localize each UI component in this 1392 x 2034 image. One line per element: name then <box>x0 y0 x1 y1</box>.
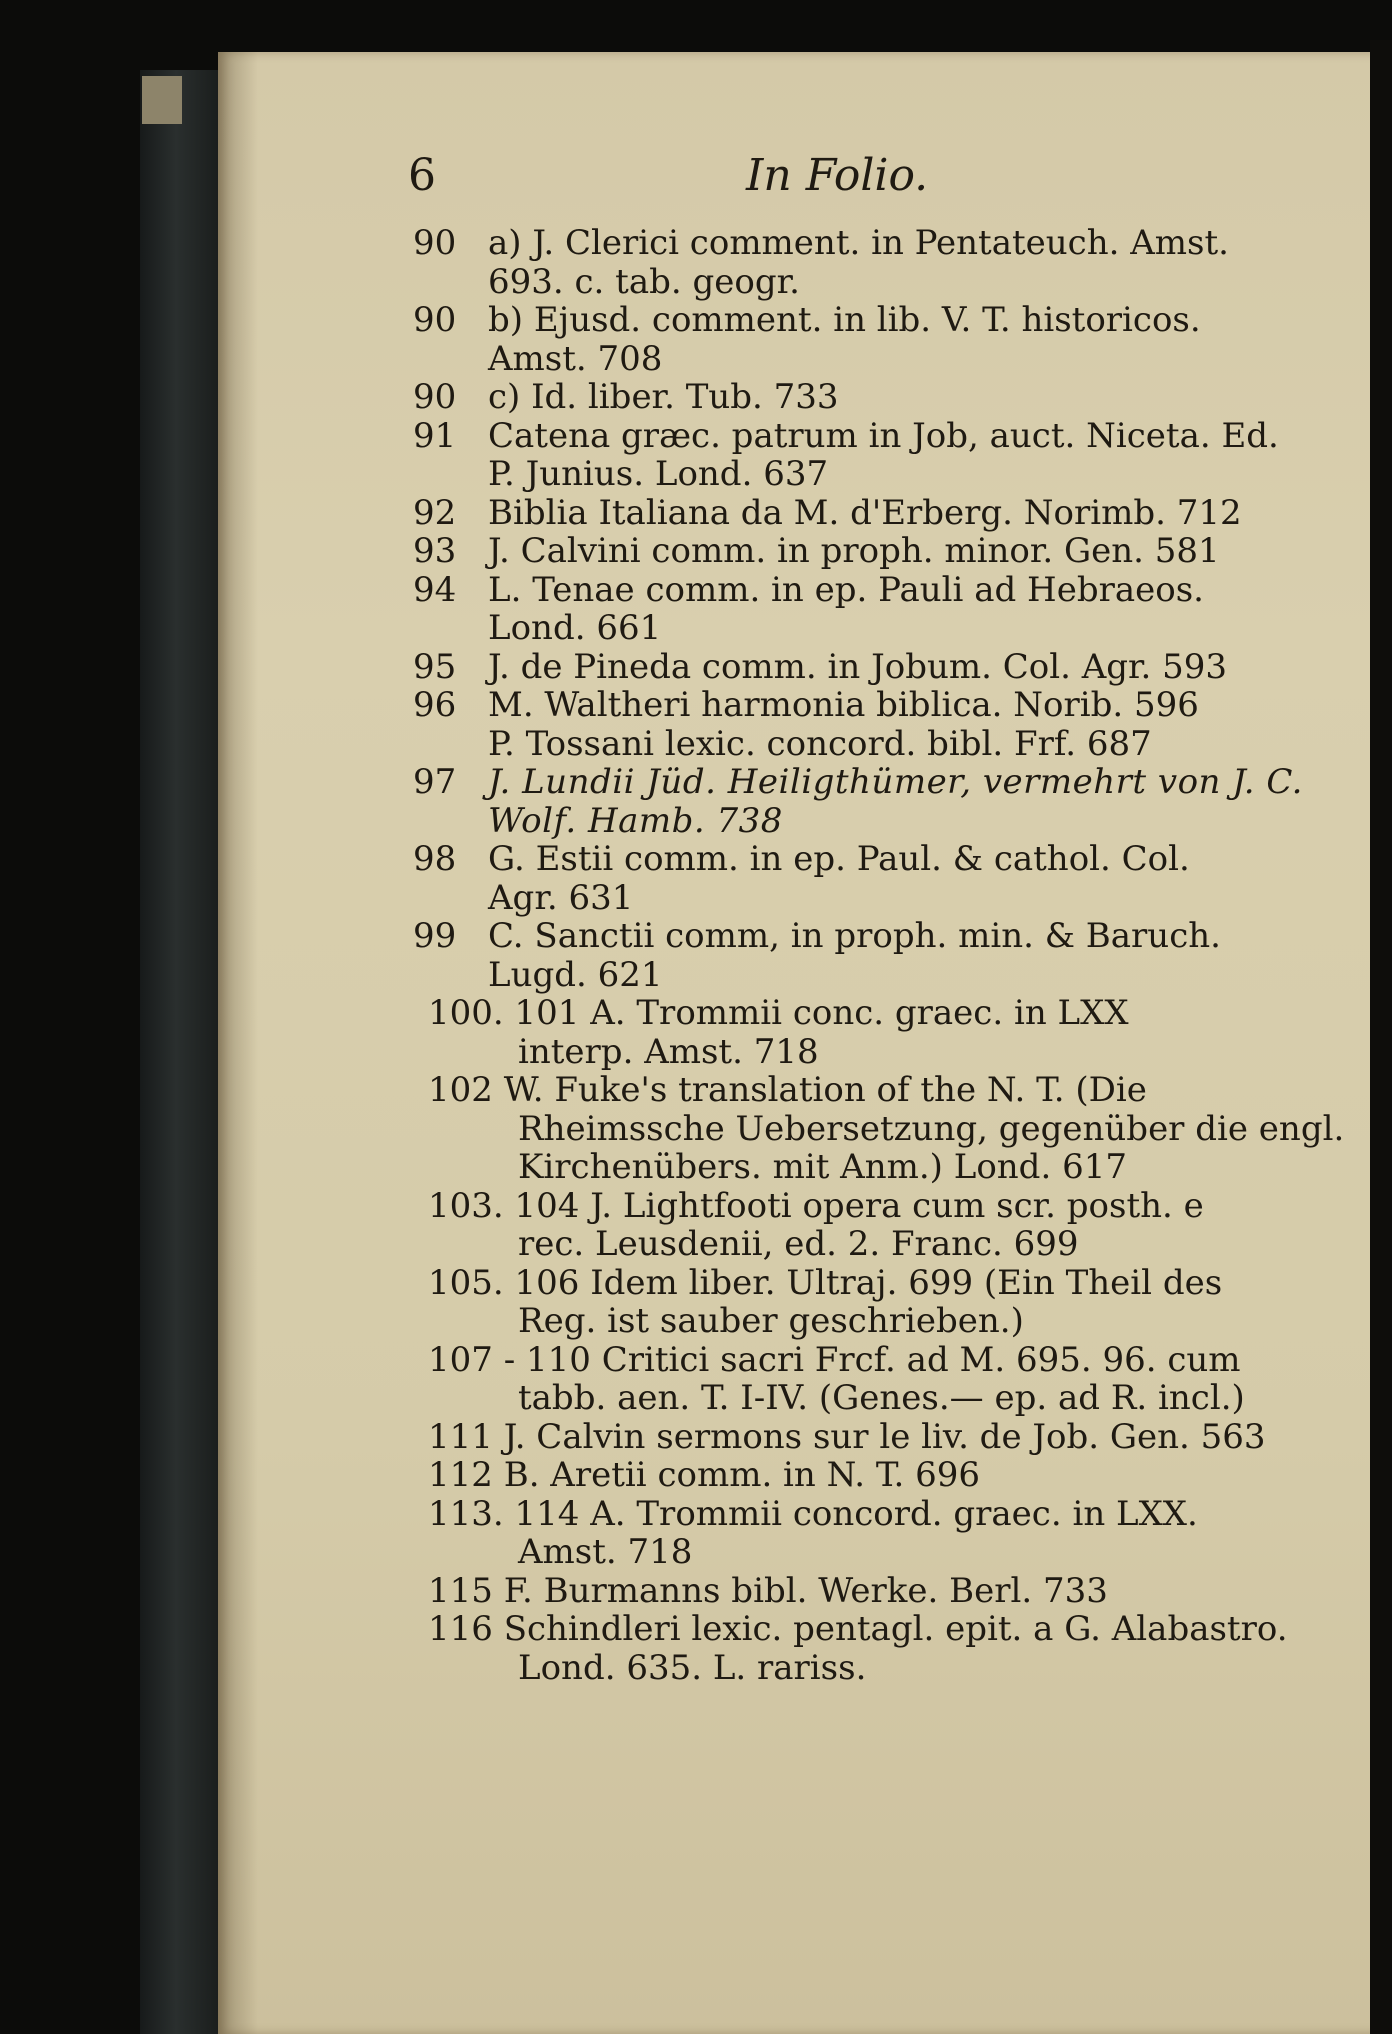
entry-continuation: Lond. 661 <box>488 608 662 648</box>
entry-text: 103. 104 J. Lightfooti opera cum scr. posth. e <box>428 1185 1204 1226</box>
entry-text: 107 - 110 Critici sacri Frcf. ad M. 695. 96. cum <box>428 1339 1241 1380</box>
entry-text: G. Estii comm. in ep. Paul. & cathol. Col. <box>488 839 1190 879</box>
entry-text: a) J. Clerici comment. in Pentateuch. Amst. <box>488 223 1229 263</box>
catalogue-entry <box>218 494 1376 533</box>
entry-number: 90 <box>413 223 457 263</box>
entry-number: 96 <box>413 685 457 725</box>
entry-continuation: Rheimssche Uebersetzung, gegenüber die engl. <box>518 1108 1345 1149</box>
catalogue-entry <box>218 417 1376 494</box>
entry-text: 115 F. Burmanns bibl. Werke. Berl. 733 <box>428 1570 1108 1611</box>
catalogue-entry <box>218 1264 1376 1341</box>
entry-text: L. Tenae comm. in ep. Pauli ad Hebraeos. <box>488 569 1204 610</box>
spine-label-tab <box>142 76 182 124</box>
catalogue-entry <box>218 1418 1376 1457</box>
entry-text: 105. 106 Idem liber. Ultraj. 699 (Ein Theil des <box>428 1262 1223 1303</box>
entry-continuation: interp. Amst. 718 <box>518 1031 819 1072</box>
entry-continuation: Reg. ist sauber geschrieben.) <box>518 1301 1024 1341</box>
catalogue-entry <box>218 686 1376 763</box>
catalogue-entry <box>218 532 1376 571</box>
entry-continuation: Amst. 708 <box>488 338 663 379</box>
entry-number: 95 <box>413 646 457 687</box>
catalogue-entry <box>218 763 1376 840</box>
entry-text: J. de Pineda comm. in Jobum. Col. Agr. 593 <box>488 646 1228 687</box>
entry-continuation: Lond. 635. L. rariss. <box>518 1647 867 1688</box>
catalogue-entry <box>218 1572 1376 1611</box>
entry-number: 90 <box>413 377 457 417</box>
entry-continuation: P. Tossani lexic. concord. bibl. Frf. 687 <box>488 723 1152 764</box>
catalogue-entry <box>218 840 1376 917</box>
entry-number: 94 <box>413 569 457 610</box>
page-sheet <box>218 52 1376 2034</box>
page-header <box>218 150 1376 210</box>
catalogue-entries <box>218 224 1376 1687</box>
catalogue-entry <box>218 571 1376 648</box>
catalogue-entry <box>218 648 1376 687</box>
entry-text: 100. 101 A. Trommii conc. graec. in LXX <box>428 993 1129 1033</box>
entry-number: 92 <box>413 492 457 533</box>
entry-text: 116 Schindleri lexic. pentagl. epit. a G. Alabastro. <box>428 1609 1288 1649</box>
entry-text: Biblia Italiana da M. d'Erberg. Norimb. 712 <box>488 492 1242 533</box>
entry-text: 111 J. Calvin sermons sur le liv. de Job. Gen. 563 <box>428 1416 1266 1457</box>
running-head: In Folio. <box>746 150 929 201</box>
entry-text: 102 W. Fuke's translation of the N. T. (Die <box>428 1070 1147 1110</box>
entry-text: b) Ejusd. comment. in lib. V. T. historicos. <box>488 300 1201 340</box>
entry-number: 98 <box>413 839 457 879</box>
catalogue-entry <box>218 1610 1376 1687</box>
catalogue-entry <box>218 1187 1376 1264</box>
entry-text: 113. 114 A. Trommii concord. graec. in LXX. <box>428 1493 1198 1534</box>
entry-continuation: rec. Leusdenii, ed. 2. Franc. 699 <box>518 1224 1079 1264</box>
entry-continuation: Wolf. Hamb. 738 <box>488 800 783 841</box>
entry-text: Catena græc. patrum in Job, auct. Niceta. Ed. <box>488 415 1279 456</box>
entry-text: J. Calvini comm. in proph. minor. Gen. 581 <box>488 531 1220 571</box>
scan-edge <box>1370 40 1392 2034</box>
entry-number: 90 <box>413 300 457 340</box>
catalogue-entry <box>218 378 1376 417</box>
entry-continuation: Agr. 631 <box>488 877 634 918</box>
gutter-shadow <box>218 52 258 2034</box>
entry-number: 99 <box>413 916 457 956</box>
page-number: 6 <box>408 150 436 201</box>
entry-continuation: 693. c. tab. geogr. <box>488 261 800 302</box>
entry-text: C. Sanctii comm, in proph. min. & Baruch. <box>488 916 1221 956</box>
catalogue-entry <box>218 917 1376 994</box>
entry-continuation: tabb. aen. T. I-IV. (Genes.— ep. ad R. incl.) <box>518 1378 1245 1418</box>
entry-continuation: Amst. 718 <box>518 1532 693 1572</box>
entry-text: c) Id. liber. Tub. 733 <box>488 377 839 417</box>
entry-continuation: Lugd. 621 <box>488 954 663 995</box>
book-spine <box>140 70 220 2034</box>
catalogue-entry <box>218 1071 1376 1187</box>
catalogue-entry <box>218 1456 1376 1495</box>
entry-text: M. Waltheri harmonia biblica. Norib. 596 <box>488 685 1199 725</box>
entry-number: 97 <box>413 762 457 802</box>
entry-number: 91 <box>413 415 457 456</box>
entry-continuation: Kirchenübers. mit Anm.) Lond. 617 <box>518 1147 1127 1187</box>
catalogue-entry <box>218 1341 1376 1418</box>
entry-text: J. Lundii Jüd. Heiligthümer, vermehrt von J. C. <box>488 762 1303 802</box>
catalogue-entry <box>218 1495 1376 1572</box>
entry-text: 112 B. Aretii comm. in N. T. 696 <box>428 1455 981 1495</box>
catalogue-entry <box>218 301 1376 378</box>
entry-continuation: P. Junius. Lond. 637 <box>488 454 829 494</box>
catalogue-entry <box>218 994 1376 1071</box>
catalogue-entry <box>218 224 1376 301</box>
entry-number: 93 <box>413 531 457 571</box>
